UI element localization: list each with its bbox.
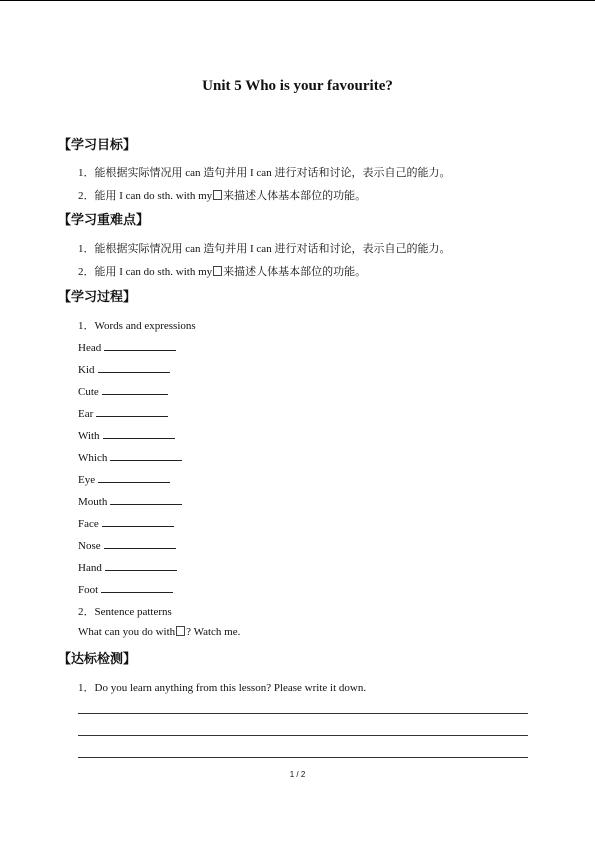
section-heading-key-points: 【学习重难点】 bbox=[58, 213, 150, 228]
vocab-item: Ear bbox=[78, 406, 168, 420]
goal-item-2: 2．能用 I can do sth. with my 来描述人体基本部位的功能。 bbox=[78, 190, 367, 202]
section-heading-goals: 【学习目标】 bbox=[58, 138, 137, 153]
vocab-item: Head bbox=[78, 340, 176, 354]
answer-line[interactable] bbox=[78, 757, 528, 758]
vocab-item: Hand bbox=[78, 560, 177, 574]
section-heading-process: 【学习过程】 bbox=[58, 290, 137, 305]
answer-blank[interactable] bbox=[110, 494, 182, 505]
vocab-item: Mouth bbox=[78, 494, 182, 508]
vocab-item: Foot bbox=[78, 582, 173, 596]
blank-box-icon bbox=[213, 266, 222, 276]
vocab-item: Face bbox=[78, 516, 174, 530]
answer-blank[interactable] bbox=[101, 582, 173, 593]
key-point-item-1: 1．能根据实际情况用 can 造句并用 I can 进行对话和讨论，表示自己的能力。 bbox=[78, 243, 451, 255]
answer-blank[interactable] bbox=[102, 516, 174, 527]
process-part-words: 1．Words and expressions bbox=[78, 320, 196, 332]
page-top-border bbox=[0, 0, 595, 1]
key-point-item-2: 2．能用 I can do sth. with my 来描述人体基本部位的功能。 bbox=[78, 266, 367, 278]
answer-line[interactable] bbox=[78, 735, 528, 736]
answer-blank[interactable] bbox=[104, 340, 176, 351]
vocab-item: With bbox=[78, 428, 175, 442]
sentence-pattern: What can you do with ? Watch me. bbox=[78, 626, 241, 638]
answer-blank[interactable] bbox=[103, 428, 175, 439]
answer-blank[interactable] bbox=[96, 406, 168, 417]
vocab-item: Nose bbox=[78, 538, 176, 552]
answer-line[interactable] bbox=[78, 713, 528, 714]
check-question: 1．Do you learn anything from this lesson? Please write it down. bbox=[78, 682, 367, 694]
answer-blank[interactable] bbox=[98, 472, 170, 483]
answer-blank[interactable] bbox=[110, 450, 182, 461]
section-heading-check: 【达标检测】 bbox=[58, 652, 137, 667]
page-number: 1 / 2 bbox=[289, 770, 306, 779]
blank-box-icon bbox=[213, 190, 222, 200]
blank-box-icon bbox=[176, 626, 185, 636]
vocab-item: Which bbox=[78, 450, 182, 464]
answer-blank[interactable] bbox=[105, 560, 177, 571]
process-part-sentences: 2．Sentence patterns bbox=[78, 606, 172, 618]
vocab-item: Eye bbox=[78, 472, 170, 486]
vocab-item: Cute bbox=[78, 384, 168, 398]
answer-blank[interactable] bbox=[104, 538, 176, 549]
vocab-item: Kid bbox=[78, 362, 170, 376]
page-title: Unit 5 Who is your favourite? bbox=[202, 78, 393, 94]
goal-item-1: 1．能根据实际情况用 can 造句并用 I can 进行对话和讨论，表示自己的能力。 bbox=[78, 167, 451, 179]
answer-blank[interactable] bbox=[102, 384, 168, 395]
answer-blank[interactable] bbox=[98, 362, 170, 373]
